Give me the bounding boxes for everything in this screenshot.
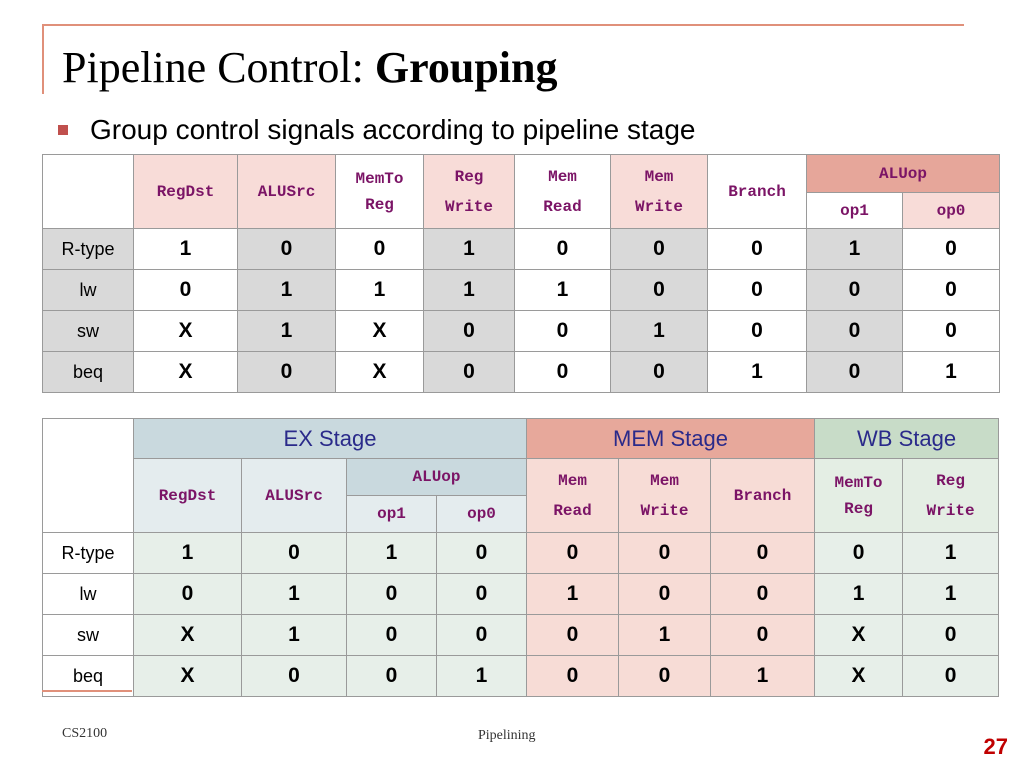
cell-value: 0 — [437, 533, 527, 574]
row-label: lw — [43, 270, 134, 311]
cell-value: 0 — [424, 352, 515, 393]
cell-value: 0 — [619, 533, 711, 574]
cell-value: 0 — [711, 533, 815, 574]
table-row — [43, 656, 999, 697]
cell-value: 0 — [515, 352, 611, 393]
cell-value: 1 — [134, 229, 238, 270]
cell-value: 1 — [134, 533, 242, 574]
cell-value: 0 — [424, 311, 515, 352]
cell-value: 0 — [527, 615, 619, 656]
cell-value: 0 — [903, 229, 1000, 270]
footer-accent-line — [42, 690, 132, 692]
header-memread: Mem Read — [515, 155, 611, 229]
cell-value: 1 — [242, 615, 347, 656]
cell-value: X — [336, 352, 424, 393]
cell-value: 1 — [424, 270, 515, 311]
cell-value: 1 — [903, 533, 999, 574]
cell-value: 0 — [347, 656, 437, 697]
cell-value: 1 — [815, 574, 903, 615]
title-frame-left — [42, 24, 44, 94]
cell-value: 1 — [347, 533, 437, 574]
cell-value: X — [336, 311, 424, 352]
row-label: beq — [43, 656, 134, 697]
row-label: sw — [43, 615, 134, 656]
cell-value: 1 — [903, 352, 1000, 393]
corner-cell — [43, 155, 134, 229]
cell-value: 1 — [708, 352, 807, 393]
cell-value: 0 — [903, 270, 1000, 311]
header-aluop: ALUop — [807, 155, 1000, 193]
wb-stage-header: WB Stage — [815, 419, 999, 459]
slide-title — [62, 42, 558, 94]
cell-value: 0 — [708, 270, 807, 311]
cell-value: X — [134, 352, 238, 393]
cell-value: 0 — [527, 656, 619, 697]
cell-value: 1 — [903, 574, 999, 615]
row-label: sw — [43, 311, 134, 352]
cell-value: 0 — [437, 615, 527, 656]
bullet-point — [58, 112, 695, 148]
corner-cell — [43, 419, 134, 533]
cell-value: 0 — [242, 533, 347, 574]
cell-value: 0 — [347, 615, 437, 656]
cell-value: 0 — [336, 229, 424, 270]
header-regdst: RegDst — [134, 155, 238, 229]
footer-course: CS2100 — [62, 726, 108, 741]
header-alusrc: ALUSrc — [238, 155, 336, 229]
control-signals-table — [42, 154, 1000, 393]
table-row — [43, 615, 999, 656]
cell-value: 0 — [708, 311, 807, 352]
table-row — [43, 352, 1000, 393]
cell-value: X — [134, 656, 242, 697]
cell-value: 1 — [619, 615, 711, 656]
cell-value: 0 — [807, 270, 903, 311]
table-row — [43, 270, 1000, 311]
table-row — [43, 533, 999, 574]
header-regwrite: Reg Write — [424, 155, 515, 229]
footer-topic: Pipelining — [478, 728, 536, 743]
grouped-control-signals-table — [42, 418, 999, 697]
cell-value: 0 — [437, 574, 527, 615]
header-alusrc: ALUSrc — [242, 459, 347, 533]
cell-value: 1 — [336, 270, 424, 311]
cell-value: X — [815, 615, 903, 656]
cell-value: 0 — [619, 656, 711, 697]
header-memwrite: Mem Write — [611, 155, 708, 229]
cell-value: 0 — [619, 574, 711, 615]
row-label: beq — [43, 352, 134, 393]
cell-value: 0 — [134, 574, 242, 615]
cell-value: 1 — [527, 574, 619, 615]
cell-value: 1 — [611, 311, 708, 352]
header-op0: op0 — [903, 193, 1000, 229]
cell-value: 1 — [238, 270, 336, 311]
table-row — [43, 311, 1000, 352]
cell-value: 0 — [134, 270, 238, 311]
cell-value: 1 — [437, 656, 527, 697]
cell-value: 0 — [815, 533, 903, 574]
cell-value: 0 — [238, 229, 336, 270]
cell-value: 1 — [424, 229, 515, 270]
cell-value: 1 — [515, 270, 611, 311]
header-branch: Branch — [711, 459, 815, 533]
square-bullet-icon — [58, 125, 68, 135]
cell-value: 0 — [242, 656, 347, 697]
cell-value: 0 — [347, 574, 437, 615]
cell-value: 0 — [807, 311, 903, 352]
header-memtoreg: MemTo Reg — [336, 155, 424, 229]
header-aluop: ALUop — [347, 459, 527, 496]
cell-value: 0 — [238, 352, 336, 393]
title-bold: Grouping — [374, 43, 558, 92]
header-memwrite: Mem Write — [619, 459, 711, 533]
cell-value: 0 — [515, 229, 611, 270]
header-memtoreg: MemTo Reg — [815, 459, 903, 533]
cell-value: 0 — [611, 229, 708, 270]
cell-value: 0 — [711, 574, 815, 615]
bullet-text: Group control signals according to pipeline stage — [90, 114, 696, 145]
cell-value: 0 — [527, 533, 619, 574]
cell-value: 0 — [807, 352, 903, 393]
header-op0: op0 — [437, 496, 527, 533]
ex-stage-header: EX Stage — [134, 419, 527, 459]
cell-value: 0 — [903, 656, 999, 697]
cell-value: 0 — [711, 615, 815, 656]
header-regwrite: Reg Write — [903, 459, 999, 533]
cell-value: 0 — [515, 311, 611, 352]
header-memread: Mem Read — [527, 459, 619, 533]
cell-value: 0 — [611, 270, 708, 311]
cell-value: X — [134, 615, 242, 656]
header-branch: Branch — [708, 155, 807, 229]
cell-value: 1 — [242, 574, 347, 615]
cell-value: 0 — [903, 311, 1000, 352]
table-row — [43, 229, 1000, 270]
cell-value: 1 — [807, 229, 903, 270]
row-label: lw — [43, 574, 134, 615]
page-number: 27 — [983, 734, 1008, 759]
title-frame-top — [42, 24, 964, 26]
cell-value: 0 — [903, 615, 999, 656]
mem-stage-header: MEM Stage — [527, 419, 815, 459]
row-label: R-type — [43, 229, 134, 270]
table-row — [43, 574, 999, 615]
title-regular: Pipeline Control: — [62, 43, 375, 92]
cell-value: X — [134, 311, 238, 352]
cell-value: 0 — [611, 352, 708, 393]
cell-value: 1 — [711, 656, 815, 697]
row-label: R-type — [43, 533, 134, 574]
header-regdst: RegDst — [134, 459, 242, 533]
cell-value: 0 — [708, 229, 807, 270]
header-op1: op1 — [807, 193, 903, 229]
header-op1: op1 — [347, 496, 437, 533]
cell-value: 1 — [238, 311, 336, 352]
cell-value: X — [815, 656, 903, 697]
